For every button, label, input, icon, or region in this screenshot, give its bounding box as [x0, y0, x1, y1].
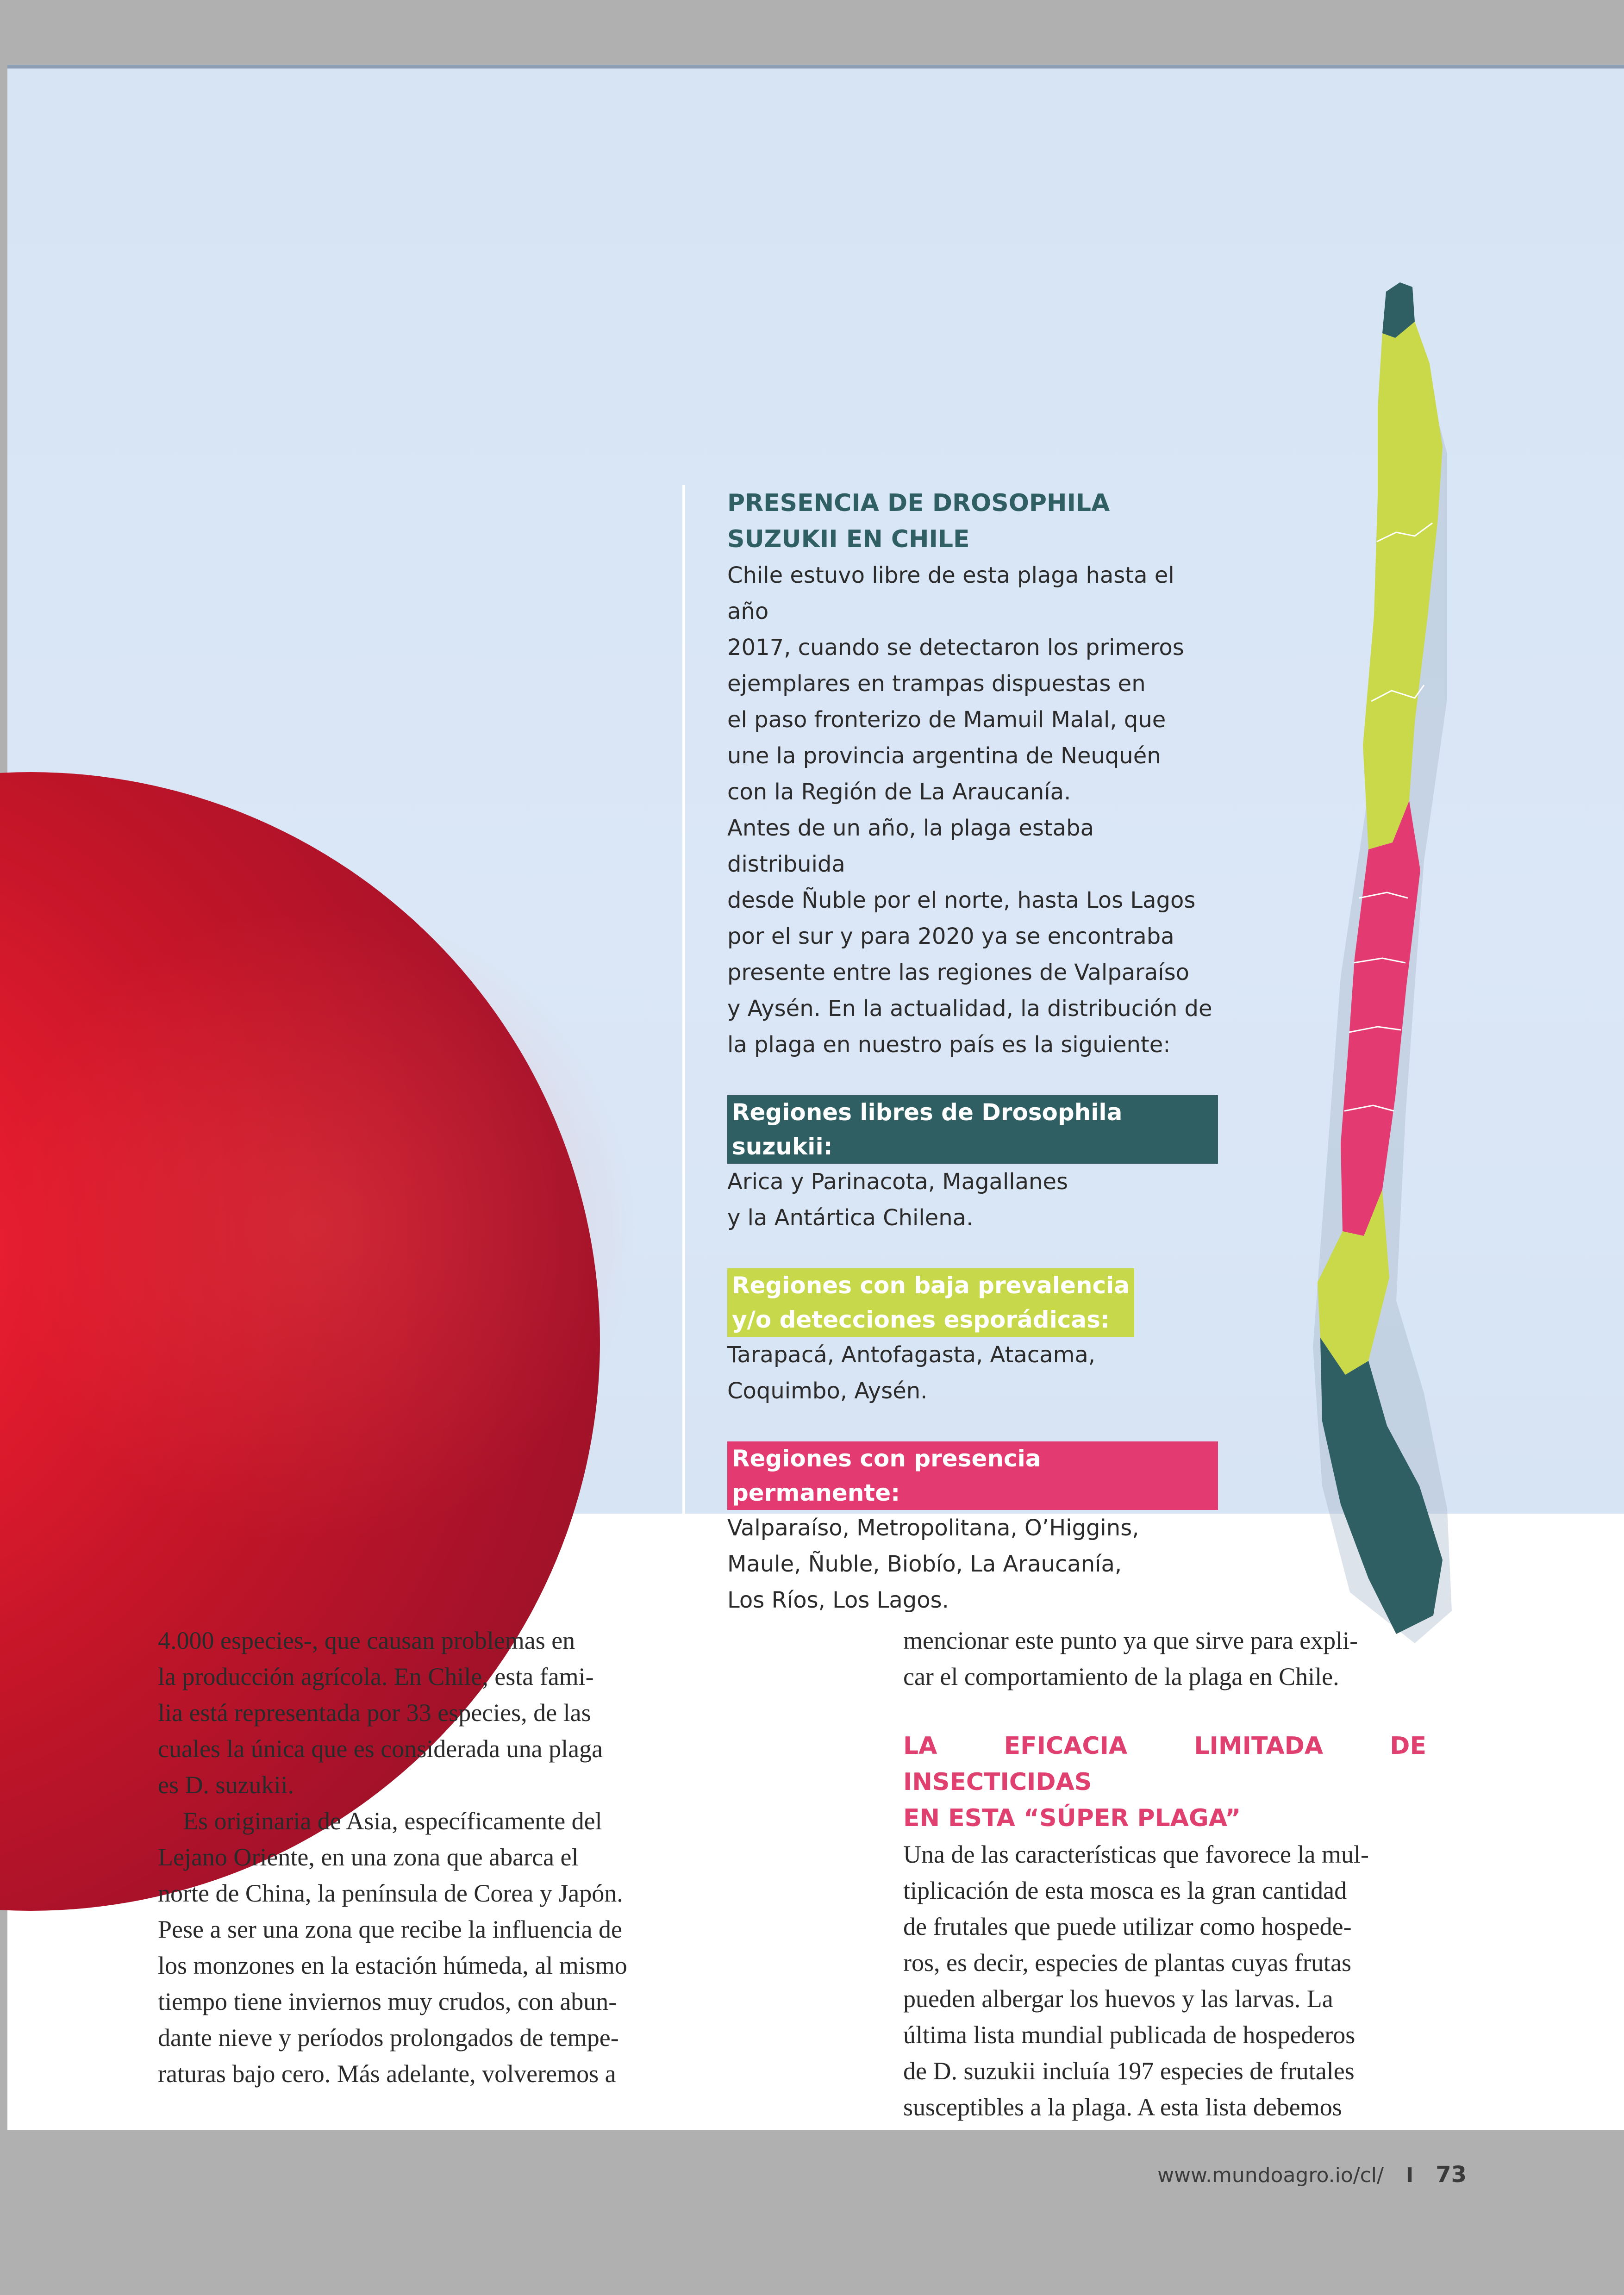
text-line: dante nieve y períodos prolongados de tempe-: [158, 2024, 619, 2052]
infobox-line: une la provincia argentina de Neuquén: [727, 743, 1161, 769]
permanent-presence-label: Regiones con presencia permanente:: [727, 1441, 1218, 1510]
region-line: Tarapacá, Antofagasta, Atacama,: [727, 1342, 1095, 1368]
text-line: de D. suzukii incluía 197 especies de frutales: [903, 2057, 1355, 2085]
section-title-line: EN ESTA “SÚPER PLAGA”: [903, 1804, 1241, 1832]
page-number: 73: [1436, 2162, 1467, 2188]
right-paragraph-1: [903, 1622, 1426, 1695]
infobox-line: Antes de un año, la plaga estaba distribuida: [727, 815, 1094, 877]
infobox-line: por el sur y para 2020 ya se encontraba: [727, 923, 1174, 949]
infobox-line: y Aysén. En la actualidad, la distribución de: [727, 996, 1212, 1022]
infobox-line: ejemplares en trampas dispuestas en: [727, 671, 1146, 697]
text-line: mencionar este punto ya que sirve para expli-: [903, 1627, 1358, 1654]
region-line: Valparaíso, Metropolitana, O’Higgins,: [727, 1515, 1139, 1541]
divider-line: [682, 485, 685, 1517]
low-prevalence-label: [727, 1268, 1134, 1337]
text-line: la producción agrícola. En Chile, esta fami-: [158, 1663, 594, 1690]
footer-url[interactable]: www.mundoagro.io/cl/: [1157, 2164, 1384, 2187]
left-column: [158, 1622, 681, 2092]
infobox-body: [727, 557, 1218, 1063]
right-column: [903, 1622, 1426, 2125]
text-line: norte de China, la península de Corea y Japón.: [158, 1879, 623, 1907]
infobox-title-line: SUZUKII EN CHILE: [727, 525, 970, 553]
infobox-title-line: PRESENCIA DE DROSOPHILA: [727, 489, 1110, 517]
text-line: Pese a ser una zona que recibe la influencia de: [158, 1915, 623, 1943]
infobox-line: con la Región de La Araucanía.: [727, 779, 1071, 805]
text-line: Lejano Oriente, en una zona que abarca el: [158, 1843, 579, 1871]
text-line: lia está representada por 33 especies, de las: [158, 1699, 591, 1727]
permanent-presence-block: [727, 1409, 1218, 1618]
label-line: y/o detecciones esporádicas:: [732, 1306, 1110, 1333]
infobox: [727, 485, 1218, 1618]
text-line: de frutales que puede utilizar como hospede-: [903, 1913, 1352, 1940]
infobox-line: la plaga en nuestro país es la siguiente:: [727, 1032, 1171, 1058]
free-regions-label: Regiones libres de Drosophila suzukii:: [727, 1095, 1218, 1164]
infobox-title: [727, 485, 1218, 557]
infobox-line: el paso fronterizo de Mamuil Malal, que: [727, 707, 1166, 733]
text-line: cuales la única que es considerada una plaga: [158, 1735, 603, 1763]
right-paragraph-2: [903, 1836, 1426, 2125]
text-line: Una de las características que favorece la mul-: [903, 1840, 1369, 1868]
infobox-line: Chile estuvo libre de esta plaga hasta el año: [727, 562, 1174, 624]
low-prevalence-block: [727, 1236, 1218, 1409]
text-line: es D. suzukii.: [158, 1771, 294, 1799]
magazine-page: [7, 65, 1624, 2130]
infobox-line: 2017, cuando se detectaron los primeros: [727, 635, 1184, 661]
region-line: y la Antártica Chilena.: [727, 1205, 974, 1231]
text-line: pueden albergar los huevos y las larvas. La: [903, 1985, 1333, 2013]
text-line: última lista mundial publicada de hospederos: [903, 2021, 1355, 2049]
text-line: 4.000 especies-, que causan problemas en: [158, 1627, 575, 1654]
label-line: Regiones con baja prevalencia: [732, 1272, 1130, 1299]
page-footer: [1157, 2162, 1467, 2188]
section-title-line: LA EFICACIA LIMITADA DE INSECTICIDAS: [903, 1732, 1426, 1796]
region-line: Coquimbo, Aysén.: [727, 1378, 928, 1404]
infobox-line: desde Ñuble por el norte, hasta Los Lagos: [727, 887, 1196, 913]
chile-map: [1230, 282, 1507, 1666]
text-line: los monzones en la estación húmeda, al mismo: [158, 1952, 627, 1979]
text-line: tiplicación de esta mosca es la gran cantidad: [903, 1877, 1347, 1904]
region-line: Los Ríos, Los Lagos.: [727, 1587, 949, 1613]
region-line: Maule, Ñuble, Biobío, La Araucanía,: [727, 1551, 1122, 1577]
text-line: ros, es decir, especies de plantas cuyas frutas: [903, 1949, 1351, 1977]
footer-separator: I: [1405, 2164, 1414, 2187]
free-regions-block: [727, 1063, 1218, 1236]
section-title: [903, 1728, 1426, 1836]
text-line: susceptibles a la plaga. A esta lista debemos: [903, 2093, 1342, 2121]
text-line: raturas bajo cero. Más adelante, volveremos a: [158, 2060, 616, 2088]
fruit-highlight: [0, 879, 665, 1573]
infobox-line: presente entre las regiones de Valparaíso: [727, 960, 1189, 985]
text-line: car el comportamiento de la plaga en Chile.: [903, 1663, 1339, 1690]
region-line: Arica y Parinacota, Magallanes: [727, 1169, 1068, 1195]
text-line: tiempo tiene inviernos muy crudos, con abun-: [158, 1988, 617, 2015]
left-paragraph-1: [158, 1622, 681, 1803]
text-line: Es originaria de Asia, específicamente del: [183, 1807, 602, 1835]
left-paragraph-2: [158, 1803, 681, 2092]
